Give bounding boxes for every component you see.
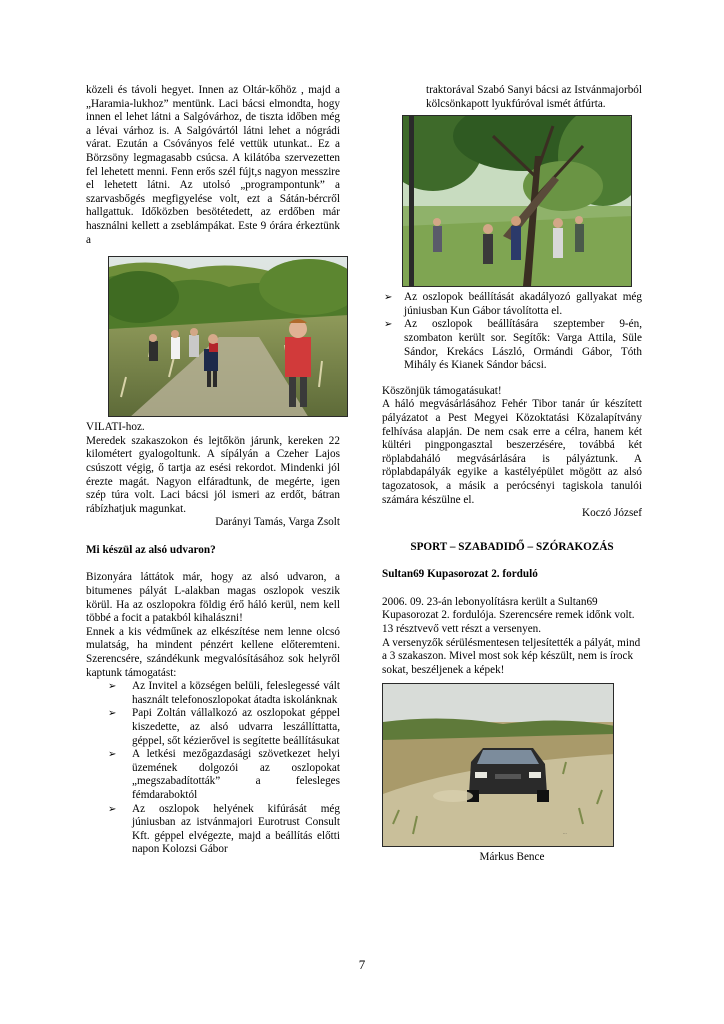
continuation-paragraph: traktorával Szabó Sanyi bácsi az Istvánmajorból kölcsönkapott lyukfúróval ismét átfúrta. [426,84,642,110]
list-item: ➢ Az oszlopok beállítására szeptember 9-én, szombaton került sor. Segítők: Varga Attila, Süle Sándor, Krekács László, Ormándi Gábor, Tóth Mihály és Kianek Sándor bácsi. [384,318,642,372]
hikers-photo-icon [108,256,348,417]
race-paragraph: 2006. 09. 23-án lebonyolításra került a Sultan69 Kupasorozat 2. fordulója. Szerencsére remek időnk volt. 13 résztvevő vett részt a versenyen. [382,595,635,636]
list-item: ➢ Papi Zoltán vállalkozó az oszlopokat géppel kiszedette, az alsó udvarra leszállíttatta, géppel, sőt kézierővel is segítette beállításukat [108,707,340,747]
arrow-bullet-icon: ➢ [108,803,117,815]
arrow-bullet-icon: ➢ [108,708,117,720]
hike-paragraph: Meredek szakaszokon és lejtőkön járunk, kereken 22 kilométert gyalogoltunk. A sípályán a Czeher Lajos csúszott végig, ő tartja az esési rekordot. Mindenki jól érezte magát. Nagyon elfáradtunk, de megérte, igen szép túra volt. Laci bácsi jól ismeri az erdőt, bátran rábízhatjuk magunkat. [86,434,340,515]
intro-paragraph: közeli és távoli hegyet. Innen az Oltár-kőhöz , majd a „Haramia-lukhoz” mentünk. Laci bácsi elmondta, hogy innen el lehet látni a Salgóvárhoz, de tiszta időben még a lévai várhoz is. A Salgóvártól látni lehet a nógrádi várat. Ezután a Csóványos felé vettük utunkat.. Ez a Börzsöny legmagasabb csúcsa. A kilátóba szervezetten fel lehetett menni. Fenn erős szél fújt,s nagyon messzire el lehetett látni. Az utolsó „programpontunk” a szarvasbőgés megfigyelése volt, ezt a Sátán-bércről hallgattuk. Időközben besötétedett, az erdőben már használni kellett a zseblámpákat. Este 9 órára érkeztünk a [86,84,340,246]
section-title: SPORT – SZABADIDŐ – SZÓRAKOZÁS [410,540,614,553]
support-paragraph: Ennek a kis védműnek az elkészítése nem lenne olcsó mulatság, ha mindent pénzért kellene előteremteni. Szerencsére, szándékunk megvalósításához sok helyről kaptunk támogatást: [86,625,340,679]
left-column [86,84,340,857]
author-koczo: Koczó József [582,507,642,520]
author-darányi: Darányi Tamás, Varga Zsolt [215,516,340,529]
arrow-bullet-icon: ➢ [108,681,117,693]
arrow-bullet-icon: ➢ [384,292,393,304]
poles-photo-icon [402,115,632,287]
race-paragraph-2: A versenyzők sérülésmentesen teljesítették a pályát, mind a 3 szakaszon. Mivel most sok kép készült, nem is írock sokat, beszéljenek a képek! [382,636,641,676]
photo-caption: Márkus Bence [479,851,545,864]
list-item: ➢ Az oszlopok beállítását akadályozó gallyakat még júniusban Kun Gábor távolította el. [384,291,642,317]
rally-car-photo-icon [382,683,614,847]
list-item: ➢ A letkési mezőgazdasági szövetkezet helyi üzemének dolgozói az oszlopokat „megszabadították” a felesleges fémdaraboktól [108,748,340,801]
article-heading-courtyard: Mi készül az alsó udvaron? [86,543,216,556]
list-item: ➢ Az oszlopok helyének kifúrását még júniusban az istvánmajori Eurotrust Consult Kft. géppel elvégezte, majd a beállítás előtti napon Kolozsi Gábor [108,802,340,856]
thanks-line: Köszönjük támogatásukat! [382,384,502,397]
right-column [382,84,642,865]
list-item: ➢ Az Invitel a községen belüli, feleslegessé vált használt telefonoszlopokat átadta iskolánknak [108,680,340,706]
svg-text:...: ... [563,830,567,836]
article-heading-sultan: Sultan69 Kupasorozat 2. forduló [382,568,538,581]
supporters-list [86,680,340,857]
grant-paragraph: A háló megvásárlásához Fehér Tibor tanár úr készített pályázatot a Pest Megyei Közoktatási Közalapítvány felhívása alapján. De nem csak erre a célra, hanem két kültéri pingpongasztal beszerzésére, továbbá két röplabdaháló megvásárlására is pályáztunk. A röplabdapályák egyike a kastélyépület mögött az alsó tagozatosok, a másik a perócsényi tagiskola tanulói számára készülne el. [382,398,642,506]
arrow-bullet-icon: ➢ [108,749,117,761]
arrow-bullet-icon: ➢ [384,319,393,331]
page-number: 7 [358,957,366,972]
poles-list [382,291,642,373]
vilati-line: VILATI-hoz. [86,421,145,434]
courtyard-paragraph: Bizonyára láttátok már, hogy az alsó udvaron, a bitumenes pályát L-alakban magas oszlopok veszik körül. Ha az oszlopokra földig érő háló kerül, nem kell többé a focit a patakból kihalászni! [86,571,340,625]
